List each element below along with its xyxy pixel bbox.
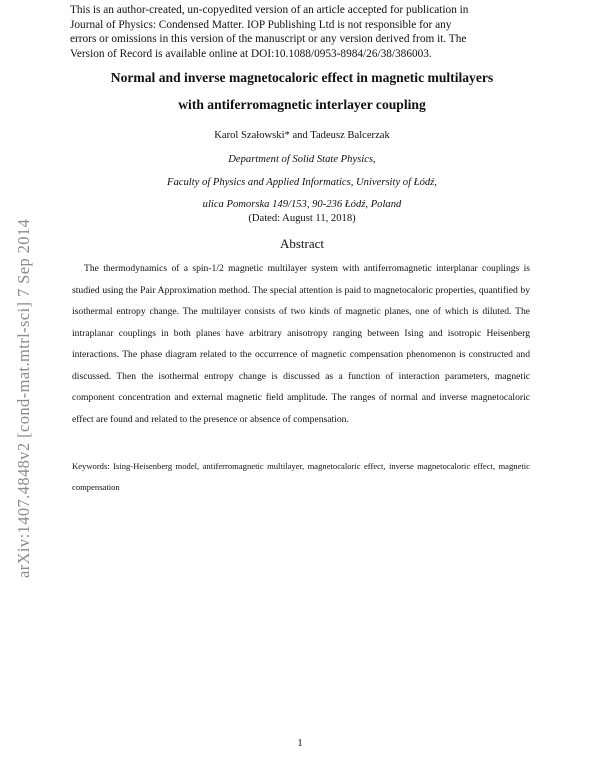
publication-notice [70,3,540,61]
title-line: with antiferromagnetic interlayer coupling [178,97,426,112]
affiliation [60,149,544,217]
page-number: 1 [297,737,303,749]
abstract-heading: Abstract [279,236,325,251]
dated-line: (Dated: August 11, 2018) [248,213,356,224]
paper-title [60,64,544,118]
notice-line: Version of Record is available online at DOI:10.1088/0953-8984/26/38/386003. [70,47,432,60]
abstract-text: The thermodynamics of a spin-1/2 magnetic multilayer system with antiferromagnetic interplanar couplings is studied using the Pair Approximation method. The special attention is paid to magnetocaloric properties, quantified by isothermal entropy change. The multilayer consists of two kinds of magnetic planes, one of which is diluted. The intraplanar couplings in both planes have arbitrary anisotropy ranging between Ising and isotropic Heisenberg interactions. The phase diagram related to the occurrence of magnetic compensation phenomenon is constructed and discussed. Then the isothermal entropy change is discussed as a function of interaction parameters, magnetic component concentration and external magnetic field amplitude. The ranges of normal and inverse magnetocaloric effect are found and related to the presence or absence of compensation. [72,263,530,425]
authors: Karol Szałowski* and Tadeusz Balcerzak [214,130,390,141]
notice-line: errors or omissions in this version of the manuscript or any version derived from it. The [70,33,467,46]
affiliation-line: Faculty of Physics and Applied Informatics, University of Łódź, [167,176,437,188]
affiliation-line: Department of Solid State Physics, [228,154,376,165]
affiliation-line: ulica Pomorska 149/153, 90-236 Łódź, Poland [202,199,402,210]
arxiv-stamp: arXiv:1407.4848v2 [cond-mat.mtrl-sci] 7 Sep 2014 [14,218,33,578]
title-line: Normal and inverse magnetocaloric effect in magnetic multilayers [110,70,494,85]
notice-line: Journal of Physics: Condensed Matter. IOP Publishing Ltd is not responsible for any [70,18,452,31]
notice-line: This is an author-created, un-copyedited version of an article accepted for publication in [70,4,469,16]
keywords: Keywords: Ising-Heisenberg model, antiferromagnetic multilayer, magnetocaloric effect, inverse magnetocaloric effect, magnetic compensation [72,461,530,492]
